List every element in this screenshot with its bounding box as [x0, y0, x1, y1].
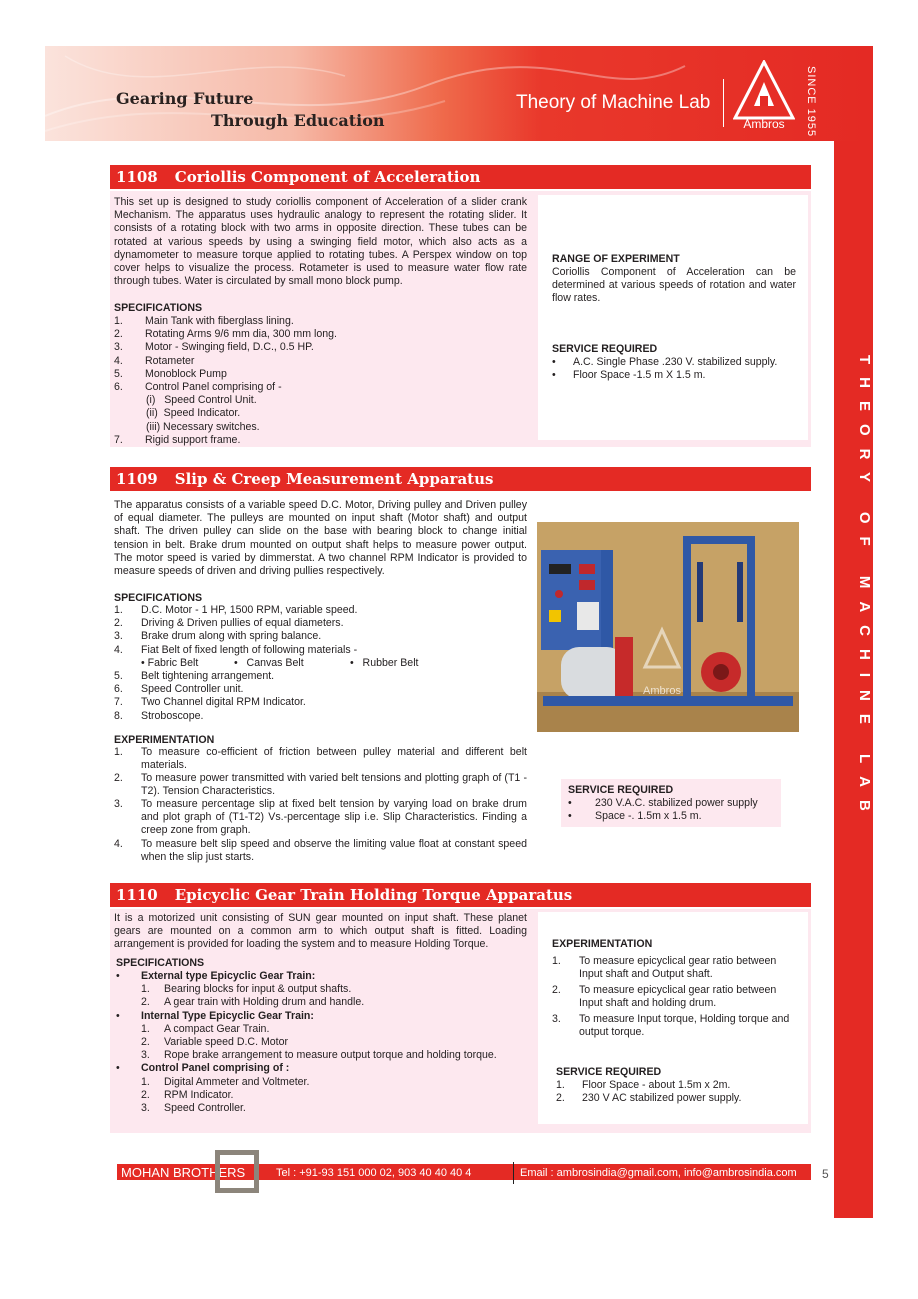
spec-heading-1108: SPECIFICATIONS — [114, 302, 203, 314]
list-item: 1. Main Tank with fiberglass lining. — [114, 315, 294, 327]
list-item: 3. Speed Controller. — [141, 1101, 246, 1114]
list-item: 6. Control Panel comprising of - — [114, 380, 282, 393]
section-number: 1108 — [116, 168, 158, 186]
list-item: • 230 V.A.C. stabilized power supply — [568, 797, 758, 809]
description-1108: This set up is designed to study coriollis component of Acceleration of a slider crank Mechanism. The apparatus uses hydraulic analogy to represent the rotating slider. It consists of a rotating block with two arms in opposite direction. These tubes can be rotated at various speeds by using a swinging field motor, which also acts as a dynamometer to measure torque applied to rotating tubes. A Perspex window on top cover helps to visualize the process. Rotameter is used to measure water flow rate through tubes. Water is circulated by small mono block pump. — [114, 196, 527, 288]
section-number: 1110 — [116, 886, 158, 904]
description-1109: The apparatus consists of a variable speed D.C. Motor, Driving pulley and Driven pulley of equal diameter. The pulleys are mounted on input shaft (Motor shaft) and output shaft. The driven pulley can slide on the base with bearing block to change initial tension in belt. Brake drum mounted on output shaft helps to measure power output. The motor speed is varied by dimmerstat. A two channel RPM Indicator is provided to measure speeds of driven and driving pullies respectively. — [114, 499, 527, 578]
tagline-line1: Gearing Future — [116, 89, 254, 108]
footer-divider — [513, 1162, 514, 1184]
service-heading-1109: SERVICE REQUIRED — [568, 784, 674, 796]
list-item: • Floor Space -1.5 m X 1.5 m. — [552, 369, 706, 382]
spec-list-1108 — [114, 315, 514, 447]
section-panel-1108 — [538, 195, 808, 440]
section-number: 1109 — [116, 470, 158, 488]
list-item: 3. To measure percentage slip at fixed belt tension by varying load on brake drum and plot graph of (T1-T2) Vs.-percentage slip i.e. Slip Characteristics. Finding a creep zone from graph. — [114, 798, 527, 837]
footer-brand: MOHAN BROTHERS — [121, 1165, 246, 1180]
list-item: 3. To measure Input torque, Holding torque and output torque. — [552, 1013, 790, 1039]
section-header-1108 — [110, 165, 811, 189]
sub-item: (i) Speed Control Unit. — [146, 394, 257, 407]
exp-heading-1110: EXPERIMENTATION — [552, 938, 653, 950]
list-item: • Rubber Belt — [350, 656, 419, 669]
list-item: 2. Rotating Arms 9/6 mm dia, 300 mm long. — [114, 328, 337, 341]
list-item: 7. Two Channel digital RPM Indicator. — [114, 696, 306, 709]
section-header-1109 — [110, 467, 811, 491]
list-item: 2. Variable speed D.C. Motor — [141, 1035, 289, 1048]
spec-heading-1110: SPECIFICATIONS — [116, 957, 205, 969]
exp-list-1110 — [552, 955, 802, 1042]
service-list-1110 — [556, 1079, 801, 1105]
list-item: 1. Floor Space - about 1.5m x 2m. — [556, 1079, 731, 1091]
side-label: THEORY OF MACHINE LAB — [856, 355, 873, 824]
description-1110: It is a motorized unit consisting of SUN gear mounted on input shaft. These planet gears are mounted on a common arm to which output shaft is fitted. Loading arrangement is provided for loading the system and to measure Holding Torque. — [114, 912, 527, 951]
list-item: 3. Motor - Swinging field, D.C., 0.5 HP. — [114, 341, 314, 354]
list-item: 2. RPM Indicator. — [141, 1088, 234, 1101]
spec-group-title: • External type Epicyclic Gear Train: — [116, 970, 316, 982]
since-label: SINCE 1955 — [805, 66, 817, 138]
list-item: 4. To measure belt slip speed and observe the limiting value float at constant speed when the slip just starts. — [114, 838, 527, 864]
section-title: Epicyclic Gear Train Holding Torque Apparatus — [174, 886, 573, 904]
lab-title: Theory of Machine Lab — [516, 92, 711, 113]
section-title: Coriollis Component of Acceleration — [174, 168, 481, 186]
list-item: • A.C. Single Phase .230 V. stabilized supply. — [552, 356, 778, 368]
spec-group-title: • Internal Type Epicyclic Gear Train: — [116, 1009, 314, 1022]
list-item: 2. 230 V AC stabilized power supply. — [556, 1092, 742, 1105]
product-photo — [537, 522, 799, 732]
exp-list-1109 — [114, 746, 527, 864]
sub-item: (iii) Necessary switches. — [146, 420, 260, 433]
ambros-logo — [733, 60, 795, 130]
spec-groups-1110 — [116, 970, 531, 1115]
list-item: 1. To measure epicyclical gear ratio between Input shaft and Output shaft. — [552, 955, 777, 981]
list-item: 1. Digital Ammeter and Voltmeter. — [141, 1075, 310, 1088]
list-item: 4. Fiat Belt of fixed length of following materials - — [114, 643, 358, 656]
section-title: Slip & Creep Measurement Apparatus — [174, 470, 494, 488]
list-item: 5. Monoblock Pump — [114, 367, 227, 380]
spec-list-1109 — [114, 604, 524, 723]
service-heading-1108: SERVICE REQUIRED — [552, 343, 658, 355]
list-item: 3. Rope brake arrangement to measure output torque and holding torque. — [141, 1049, 497, 1062]
photo-watermark: Ambros — [643, 685, 681, 697]
list-item: 2. To measure epicyclical gear ratio between Input shaft and holding drum. — [552, 984, 777, 1010]
footer-square-decoration — [215, 1150, 259, 1193]
list-item: • Canvas Belt — [234, 656, 304, 669]
list-item: 2. To measure power transmitted with varied belt tensions and plotting graph of (T1 - T2). Tension Characteristics. — [114, 772, 527, 798]
list-item: 4. Rotameter — [114, 354, 195, 367]
list-item: 2. Driving & Driven pullies of equal diameters. — [114, 617, 344, 630]
list-item: • Fabric Belt — [141, 656, 199, 669]
ambros-logo-icon — [733, 60, 795, 130]
list-item: 6. Speed Controller unit. — [114, 683, 244, 696]
footer-email: Email : ambrosindia@gmail.com, info@ambrosindia.com — [520, 1167, 797, 1179]
list-item: 7. Rigid support frame. — [114, 433, 241, 446]
range-text-1108: Coriollis Component of Acceleration can be determined at various speeds of rotation and water flow rates. — [552, 266, 796, 305]
list-item: 1. Bearing blocks for input & output shafts. — [141, 983, 352, 996]
belt-materials — [114, 657, 524, 670]
service-list-1109 — [568, 797, 778, 823]
header-divider — [723, 79, 724, 127]
spec-group-title: • Control Panel comprising of : — [116, 1062, 290, 1075]
list-item: 3. Brake drum along with spring balance. — [114, 630, 322, 643]
tagline-line2: Through Education — [211, 111, 385, 130]
list-item: 5. Belt tightening arrangement. — [114, 669, 275, 682]
list-item: 2. A gear train with Holding drum and handle. — [141, 996, 365, 1009]
list-item: • Space -. 1.5m x 1.5 m. — [568, 810, 702, 823]
exp-heading-1109: EXPERIMENTATION — [114, 734, 215, 746]
list-item: 1. A compact Gear Train. — [141, 1022, 270, 1035]
list-item: 1. D.C. Motor - 1 HP, 1500 RPM, variable speed. — [114, 604, 358, 616]
spec-heading-1109: SPECIFICATIONS — [114, 592, 203, 604]
range-heading-1108: RANGE OF EXPERIMENT — [552, 253, 680, 265]
list-item: 8. Stroboscope. — [114, 709, 204, 722]
list-item: 1. To measure co-efficient of friction between pulley material and different belt materials. — [114, 746, 527, 772]
sub-item: (ii) Speed Indicator. — [146, 407, 241, 420]
logo-text: Ambros — [743, 117, 785, 130]
page-number: 5 — [822, 1167, 829, 1181]
footer-phone: Tel : +91-93 151 000 02, 903 40 40 40 4 — [276, 1167, 472, 1179]
service-list-1108 — [552, 356, 802, 382]
apparatus-illustration — [537, 522, 799, 732]
service-heading-1110: SERVICE REQUIRED — [556, 1066, 662, 1078]
section-header-1110 — [110, 883, 811, 907]
